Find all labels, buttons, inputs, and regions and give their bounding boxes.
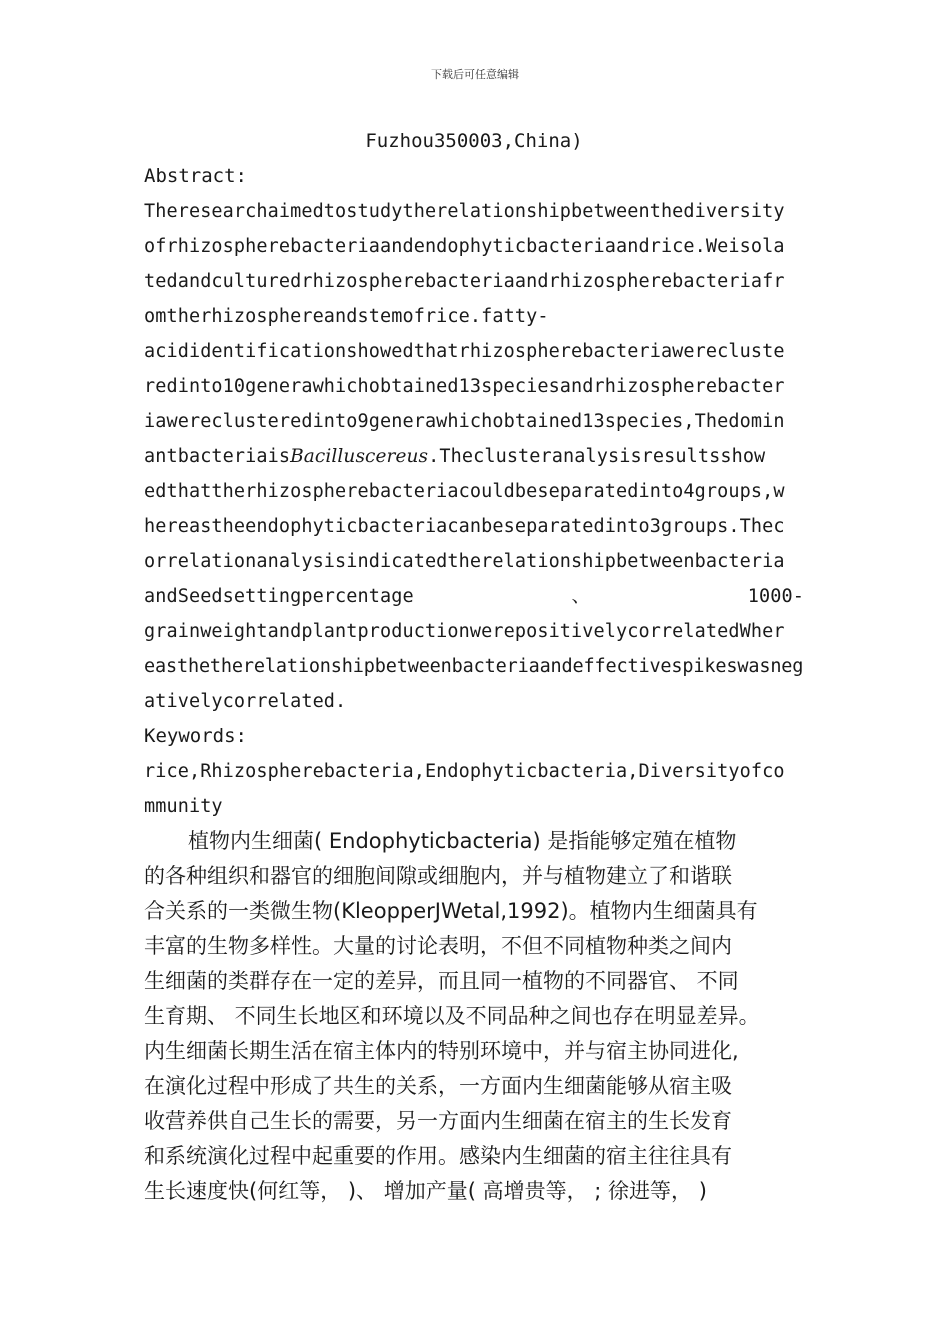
keywords-paragraph [144,754,804,824]
body-line: 收营养供自己生长的需要，另一方面内生细菌在宿主的生长发育 [144,1109,732,1133]
abstract-paragraph [144,194,804,719]
abstract-text: andSeedsettingpercentage [144,586,414,607]
body-line: 的各种组织和器官的细胞间隙或细胞内，并与植物建立了和谐联 [144,864,732,888]
abstract-line: ativelycorrelated. [144,691,347,712]
page-header-note: 下载后可任意编辑 [431,68,519,81]
body-paragraph [144,824,804,1209]
keywords-heading: Keywords: [144,725,247,747]
abstract-line: edthattherhizospherebacteriacouldbeseparatedinto4groups,w [144,481,785,502]
abstract-heading: Abstract: [144,165,247,187]
body-line: 丰富的生物多样性。大量的讨论表明，不但不同植物种类之间内 [144,934,732,958]
species-name-italic: Bacilluscereus [290,446,429,467]
body-line: 在演化过程中形成了共生的关系，一方面内生细菌能够从宿主吸 [144,1074,732,1098]
abstract-text: 、 [571,586,591,607]
body-line: 生细菌的类群存在一定的差异，而且同一植物的不同器官、 不同 [144,969,739,993]
abstract-text: 1000- [747,586,804,607]
abstract-line: iawereclusteredinto9generawhichobtained13species,Thedomin [144,411,785,432]
body-line: 和系统演化过程中起重要的作用。感染内生细菌的宿主往往具有 [144,1144,732,1168]
document-body [144,124,804,1209]
abstract-line: ofrhizospherebacteriaandendophyticbacteriaandrice.Weisola [144,236,785,257]
affiliation-line: Fuzhou350003,China) [365,130,583,152]
abstract-line: easthetherelationshipbetweenbacteriaandeffectivespikeswasneg [144,656,804,677]
abstract-text: .Theclusteranalysisresultsshow [428,446,766,467]
body-line: 生育期、 不同生长地区和环境以及不同品种之间也存在明显差异。 [144,1004,760,1028]
abstract-line: redinto10generawhichobtained13speciesandrhizospherebacter [144,376,785,397]
body-line: 内生细菌长期生活在宿主体内的特别环境中，并与宿主协同进化, [144,1039,739,1063]
abstract-line: omtherhizosphereandstemofrice.fatty- [144,306,549,327]
body-line: 生长速度快(何红等， )、 增加产量( 高增贵等， ; 徐进等， ) [144,1179,707,1203]
abstract-line-justified [144,579,804,614]
body-line: 植物内生细菌( Endophyticbacteria) 是指能够定殖在植物 [188,829,737,853]
abstract-line: hereastheendophyticbacteriacanbeseparatedinto3groups.Thec [144,516,785,537]
body-line: 合关系的一类微生物(KleopperJWetal,1992)。植物内生细菌具有 [144,899,758,923]
abstract-line: acididentificationshowedthatrhizospherebacteriawereclustе [144,341,785,362]
abstract-line [144,439,804,474]
abstract-line: Theresearchaimedtostudytherelationshipbetweenthediversity [144,201,785,222]
keywords-line: mmunity [144,796,223,817]
abstract-text: antbacteriais [144,446,291,467]
abstract-line: tedandculturedrhizospherebacteriaandrhizospherebacteriafr [144,271,785,292]
abstract-line: orrelationanalysisindicatedtherelationshipbetweenbacteria [144,551,785,572]
abstract-line: grainweightandplantproductionwerepositivelycorrelatedWher [144,621,785,642]
keywords-line: rice,Rhizospherebacteria,Endophyticbacteria,Diversityofco [144,761,785,782]
